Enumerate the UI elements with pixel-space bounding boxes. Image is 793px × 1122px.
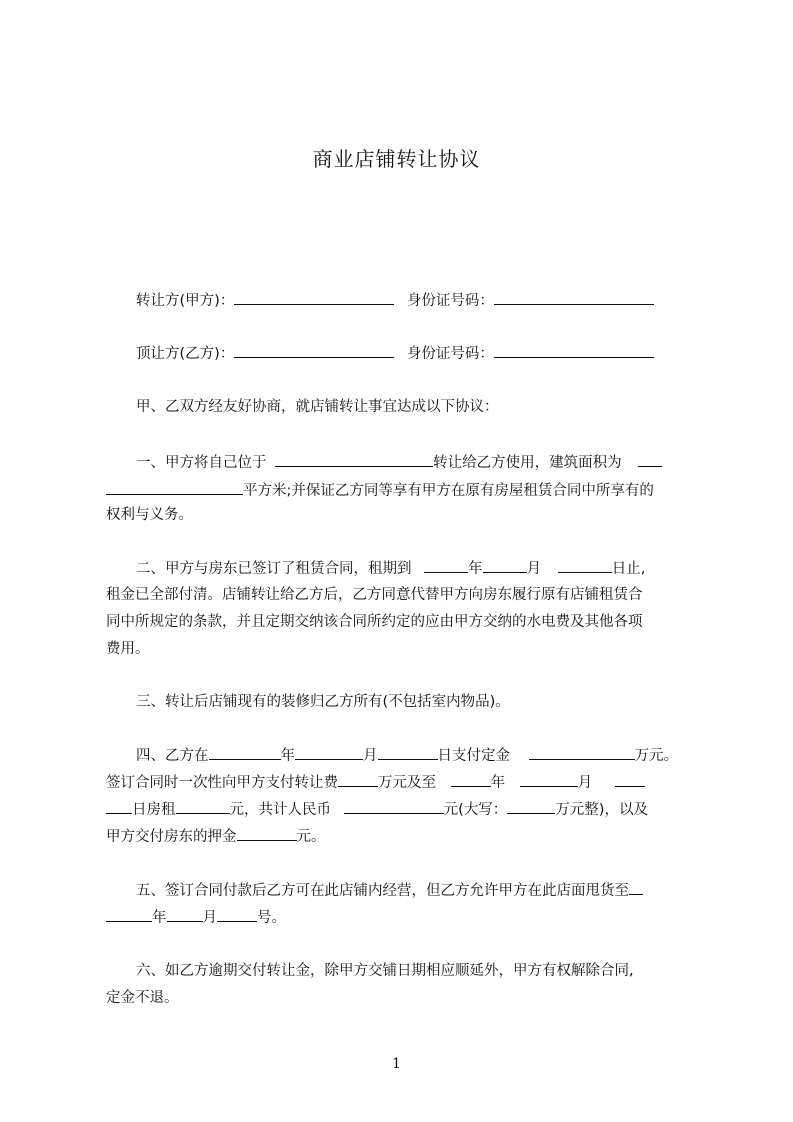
clause5-day-blank bbox=[217, 906, 257, 922]
clause1-area-blank-b bbox=[106, 479, 243, 495]
transferee-label: 顶让方(乙方)： bbox=[136, 346, 235, 362]
clause2-year-blank bbox=[424, 557, 468, 573]
clause4-year-blank bbox=[209, 744, 281, 760]
clause4-line1 bbox=[136, 744, 678, 767]
clause4-text-l3b: 元，共计人民币 bbox=[229, 802, 331, 818]
clause5-year-blank-a bbox=[629, 879, 643, 895]
clause4-text-l3c: 元(大写： bbox=[443, 802, 508, 818]
clause4-rent-month-blank bbox=[520, 771, 578, 787]
clause1-line1 bbox=[136, 451, 662, 474]
clause6-line1: 六、如乙方逾期交付转让金，除甲方交铺日期相应顺延外，甲方有权解除合同, bbox=[136, 963, 634, 979]
clause4-text-l2a: 签订合同时一次性向甲方支付转让费 bbox=[106, 775, 338, 791]
clause4-text-l2d: 月 bbox=[577, 775, 593, 791]
clause2-line4: 费用。 bbox=[106, 641, 150, 657]
clause4-deposit-blank bbox=[529, 744, 635, 760]
clause4-line4 bbox=[106, 825, 326, 848]
clause1-location-blank bbox=[275, 451, 433, 467]
transferor-line bbox=[136, 289, 654, 312]
clause5-year-blank-b bbox=[106, 906, 152, 922]
clause5-year-label: 年 bbox=[152, 910, 167, 926]
document-title: 商业店铺转让协议 bbox=[312, 147, 481, 171]
clause2-year-label: 年 bbox=[468, 561, 483, 577]
clause4-words-blank bbox=[507, 798, 555, 814]
transferor-id-blank bbox=[494, 289, 654, 305]
clause3-paragraph: 三、转让后店铺现有的装修归乙方所有(不包括室内物品)。 bbox=[136, 694, 510, 710]
clause4-rent-day-blank-a bbox=[615, 771, 645, 787]
clause4-rent-blank bbox=[176, 798, 230, 814]
clause2-day-label: 日止, bbox=[611, 561, 646, 577]
transferor-name-blank bbox=[234, 289, 394, 305]
clause4-text-l3d: 万元整)，以及 bbox=[555, 802, 648, 818]
clause4-text-l2c: 年 bbox=[490, 775, 506, 791]
clause5-text-a: 五、签订合同付款后乙方可在此店铺内经营，但乙方允许甲方在此店面甩货至 bbox=[136, 883, 629, 899]
transferee-id-blank bbox=[494, 342, 654, 358]
clause4-text-l4b: 元。 bbox=[296, 829, 326, 845]
clause4-line2 bbox=[106, 771, 645, 794]
clause2-day-blank bbox=[558, 557, 612, 573]
clause2-text-a: 二、甲方与房东已签订了租赁合同，租期到 bbox=[136, 561, 412, 577]
clause4-year-label: 年 bbox=[280, 748, 295, 764]
transferee-id-label: 身份证号码： bbox=[406, 346, 494, 362]
clause5-day-label: 号。 bbox=[257, 910, 286, 926]
clause5-month-blank bbox=[167, 906, 203, 922]
clause1-area-blank-a bbox=[638, 451, 662, 467]
clause2-month-blank bbox=[483, 557, 527, 573]
clause5-line1 bbox=[136, 879, 643, 902]
page-number: 1 bbox=[392, 1056, 401, 1072]
clause4-line3 bbox=[106, 798, 648, 821]
intro-paragraph: 甲、乙双方经友好协商，就店铺转让事宜达成以下协议： bbox=[136, 399, 499, 415]
clause4-deposit-landlord-blank bbox=[237, 825, 297, 841]
clause4-text-b: 日支付定金 bbox=[437, 748, 510, 764]
clause1-text-a: 一、甲方将自己位于 bbox=[136, 455, 267, 471]
clause6-line2: 定金不退。 bbox=[106, 990, 179, 1006]
transferor-id-label: 身份证号码： bbox=[406, 293, 494, 309]
transferee-line bbox=[136, 342, 654, 365]
clause1-line3: 权利与义务。 bbox=[106, 507, 193, 523]
clause4-rent-day-blank-b bbox=[106, 798, 132, 814]
clause1-text-c: 平方米;并保证乙方同等享有甲方在原有房屋租赁合同中所享有的 bbox=[243, 483, 654, 499]
clause4-text-a: 四、乙方在 bbox=[136, 748, 209, 764]
clause5-line2 bbox=[106, 906, 286, 929]
clause1-text-b: 转让给乙方使用，建筑面积为 bbox=[433, 455, 622, 471]
transferor-label: 转让方(甲方)： bbox=[136, 293, 235, 309]
clause4-text-l3a: 日房租 bbox=[132, 802, 176, 818]
clause2-line1 bbox=[136, 557, 645, 580]
clause4-rent-year-blank bbox=[451, 771, 491, 787]
clause4-total-blank bbox=[344, 798, 444, 814]
clause4-day-blank bbox=[378, 744, 438, 760]
clause2-line3: 同中所规定的条款，并且定期交纳该合同所约定的应由甲方交纳的水电费及其他各项 bbox=[106, 614, 643, 630]
clause2-line2: 租金已全部付清。店铺转让给乙方后，乙方同意代替甲方向房东履行原有店铺租赁合 bbox=[106, 587, 643, 603]
clause4-month-blank bbox=[295, 744, 363, 760]
transferee-name-blank bbox=[234, 342, 394, 358]
clause5-month-label: 月 bbox=[202, 910, 217, 926]
clause4-text-l4a: 甲方交付房东的押金 bbox=[106, 829, 237, 845]
clause4-month-label: 月 bbox=[363, 748, 378, 764]
clause4-text-l2b: 万元及至 bbox=[378, 775, 436, 791]
clause4-fee-blank bbox=[338, 771, 378, 787]
clause4-text-c: 万元。 bbox=[634, 748, 679, 764]
clause2-month-label: 月 bbox=[526, 561, 542, 577]
clause1-line2 bbox=[106, 479, 654, 502]
